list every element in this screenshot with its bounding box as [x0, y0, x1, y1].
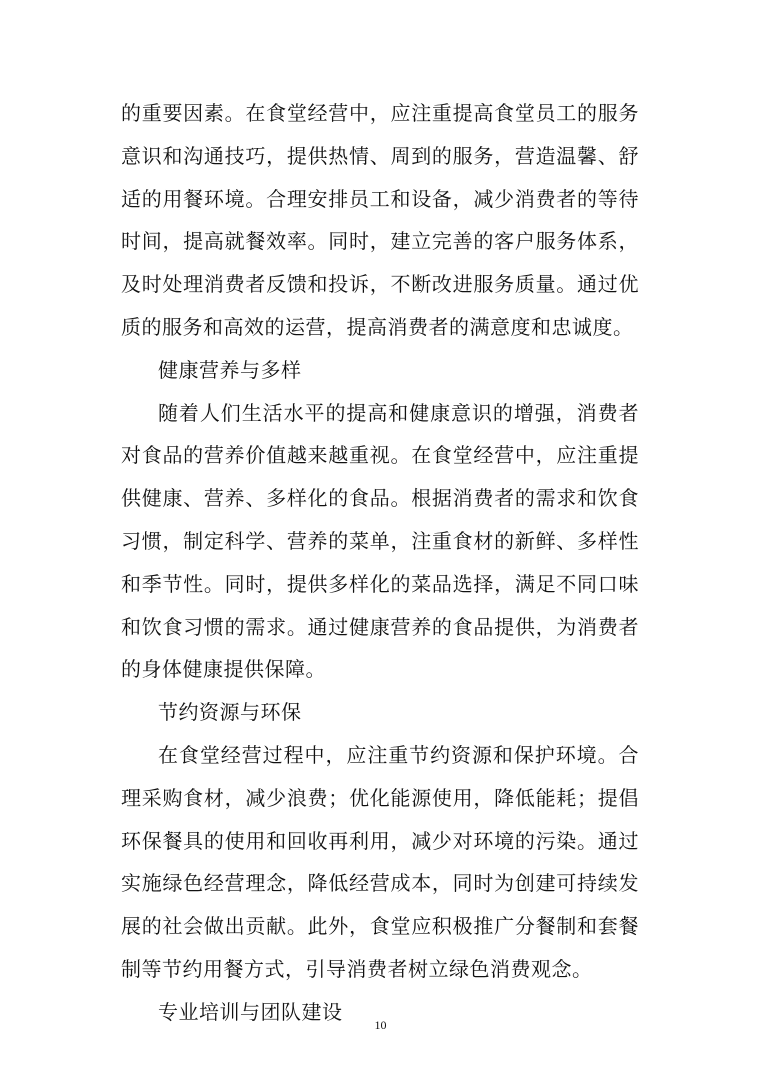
paragraph-service-end: 的重要因素。在食堂经营中，应注重提高食堂员工的服务意识和沟通技巧，提供热情、周到的服务，营造温馨、舒适的用餐环境。合理安排员工和设备，减少消费者的等待时间，提高就餐效率。同时，建立完善的客户服务体系，及时处理消费者反馈和投诉，不断改进服务质量。通过优质的服务和高效的运营，提高消费者的满意度和忠诚度。 [121, 101, 639, 339]
paragraph-eco: 在食堂经营过程中，应注重节约资源和保护环境。合理采购食材，减少浪费；优化能源使用，降低能耗；提倡环保餐具的使用和回收再利用，减少对环境的污染。通过实施绿色经营理念，降低经营成本，同时为创建可持续发展的社会做出贡献。此外，食堂应积极推广分餐制和套餐制等节约用餐方式，引导消费者树立绿色消费观念。 [121, 742, 639, 981]
section-heading-eco: 节约资源与环保 [158, 700, 302, 725]
page-number: 10 [374, 1018, 387, 1032]
section-heading-health: 健康营养与多样 [158, 357, 302, 382]
paragraph-health: 随着人们生活水平的提高和健康意识的增强，消费者对食品的营养价值越来越重视。在食堂经营中，应注重提供健康、营养、多样化的食品。根据消费者的需求和饮食习惯，制定科学、营养的菜单，注重食材的新鲜、多样性和季节性。同时，提供多样化的菜品选择，满足不同口味和饮食习惯的需求。通过健康营养的食品提供，为消费者的身体健康提供保障。 [121, 400, 639, 682]
page-content [121, 92, 639, 1034]
section-heading-training: 专业培训与团队建设 [158, 999, 343, 1024]
